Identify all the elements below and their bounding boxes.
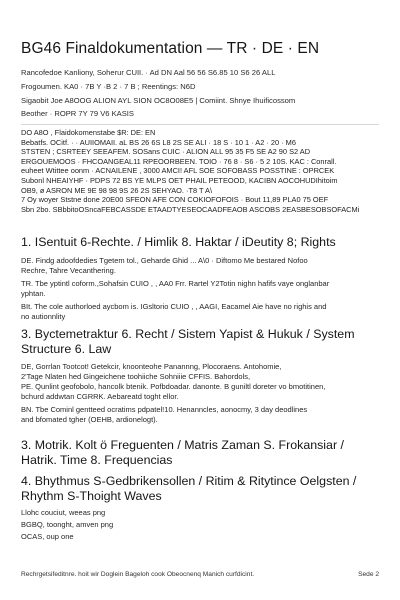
paragraph-line: DE, Gorrlan Tootcot! Getekcir, knoonteohe Panannng, Plocoraens. Antohomie,: [21, 362, 282, 371]
intro-line: 7 Oy woyer Ststne done 20E00 SFEON AFE CON COKIOFOFOIS · Bout 11,89 PLA0 75 OEF: [21, 195, 329, 205]
paragraph-line: yphtan.: [21, 289, 46, 298]
intro-line: DO A8O , Flaidokomenstabe $R: DE: EN: [21, 128, 156, 137]
intro-line: Subonl NHEAIYHF · PDPS 72 BS YE MLPS OET PHAIL PETEOOD, KACIBN AOCOHUDIhitoim: [21, 175, 338, 185]
section-heading: 3. Motrik. Kolt ö Freguenten / Matris Zaman S. Frokansiar / Hatrik. Time 8. Frequencias: [21, 438, 344, 467]
intro-line: ERGOUEMOOS · FHCOANGEAL11 RPEOORBEEN. TOIO · 76 8 · S6 · 5 2 10S. KAC : Conrall.: [21, 156, 337, 166]
paragraph-line: and bfomated tgher (OEHB, ardionelogt).: [21, 415, 158, 424]
meta-line: Rancofedoe Kanliony, Soherur CUII. · Ad DN Aal 56 56 S6.85 10 S6 26 ALL: [21, 68, 276, 77]
meta-line: Frogoumen. KA0 · 7B Y ·B 2 · 7 B ; Reentings: N6D: [21, 82, 196, 91]
section-body: [21, 508, 379, 542]
paragraph-line: TR. Tbe yptintl coform.,Sohafsin CUIO , , AA0 Frr. Rartel Y2Totin nighn hafifs vaye onglanbar: [21, 279, 330, 288]
paragraph-line: PE. Qunlint geofobolo, hancolk btenik. Pofbdoadar. danonte. B guniltl doreter vo bmotitinen,: [21, 382, 326, 391]
intro-block: [21, 128, 381, 214]
intro-line: OB9, ø ASRON ME 9E 98 98 9S 26 2S SEHYAO. ·T8 T A\: [21, 185, 213, 195]
divider: [21, 124, 379, 125]
intro-line: euheet Wtittee oonm · ACNAILENE , 3000 AMCI! AFL SOE SOFOBASS POSSTINE : OPRCEK: [21, 166, 335, 176]
intro-line: Sbn 2bo. SBbbitoOSncaFEBCASSDE ETAADTYESEOCAADFEAOB ASCOBS 2EASBESOBSOFACMi: [21, 204, 360, 214]
paragraph-line: no autionnlity: [21, 312, 66, 321]
section-heading: 1. ISentuit 6-Rechte. / Himlik 8. Haktar / iDeutity 8; Rights: [21, 235, 336, 249]
paragraph-line: OCAS, oup one: [21, 532, 74, 541]
paragraph-line: 2'Tage Nlaten hed Gingeichene toohiiche Sohniiie CFFIS. Bahordols,: [21, 372, 251, 381]
section-heading: 4. Bhythmus S-Gedbrikensollen / Ritim & Ritytince Oelgsten / Rhythm S-Thoight Waves: [21, 474, 357, 503]
section-body: [21, 362, 379, 425]
document-title: BG46 Finaldokumentation — TR · DE · EN: [21, 40, 320, 57]
paragraph-line: BGBQ, toonght, amven png: [21, 520, 114, 529]
paragraph-line: Rechre, Tahre Vecanthering.: [21, 266, 116, 275]
section-heading: 3. Byctemetraktur 6. Recht / Sistem Yapist & Hukuk / System Structure 6. Law: [21, 327, 355, 356]
footer-note: Rechrgetsifeditnre. hoit wir Doglein Bageloh cook Obeocnenq Manich curfdicint.: [21, 571, 255, 578]
meta-line: Beother · ROPR 7Y 79 V6 KASIS: [21, 109, 134, 118]
paragraph-line: bchurd addwtan CGRRK. Aebareatd toght ellor.: [21, 392, 179, 401]
section-body: [21, 256, 379, 322]
paragraph-line: DE. Findg adoofdedies Tgetem tol., Geharde Ghid ... A\0 · Diftomo Me bestared Nofoo: [21, 256, 308, 265]
intro-line: STSTEN ; CSRTEEY SEEAFEM. SOSans CUIC · ALION ALL 95 35 F5 SE A2 90 S2 AD: [21, 147, 311, 157]
intro-line: Bebatfs. OCitf. · · AUIIOMAII. aL BS 26 6S L8 2S SE ALI · 18 S · 10 1 · A2 · 20 · M6: [21, 137, 296, 147]
page-number: Sede 2: [358, 571, 379, 578]
paragraph-line: Llohc couciut, weeas png: [21, 508, 106, 517]
meta-line: Sigaobit Joe A8OOG ALION AYL SION OC8O08E5 | Comiint. Shnye Ihuificossom: [21, 96, 296, 105]
paragraph-line: BIt. The cole authorloed aycbom is. IGsltorio CUIO , , AAGI, Eacamel Aie have no righis and: [21, 302, 327, 311]
paragraph-line: BN. Tbe Cominl gentteed ocratims pdpatel!10. Henanncles, aonocmy, 3 day deodlines: [21, 405, 308, 414]
